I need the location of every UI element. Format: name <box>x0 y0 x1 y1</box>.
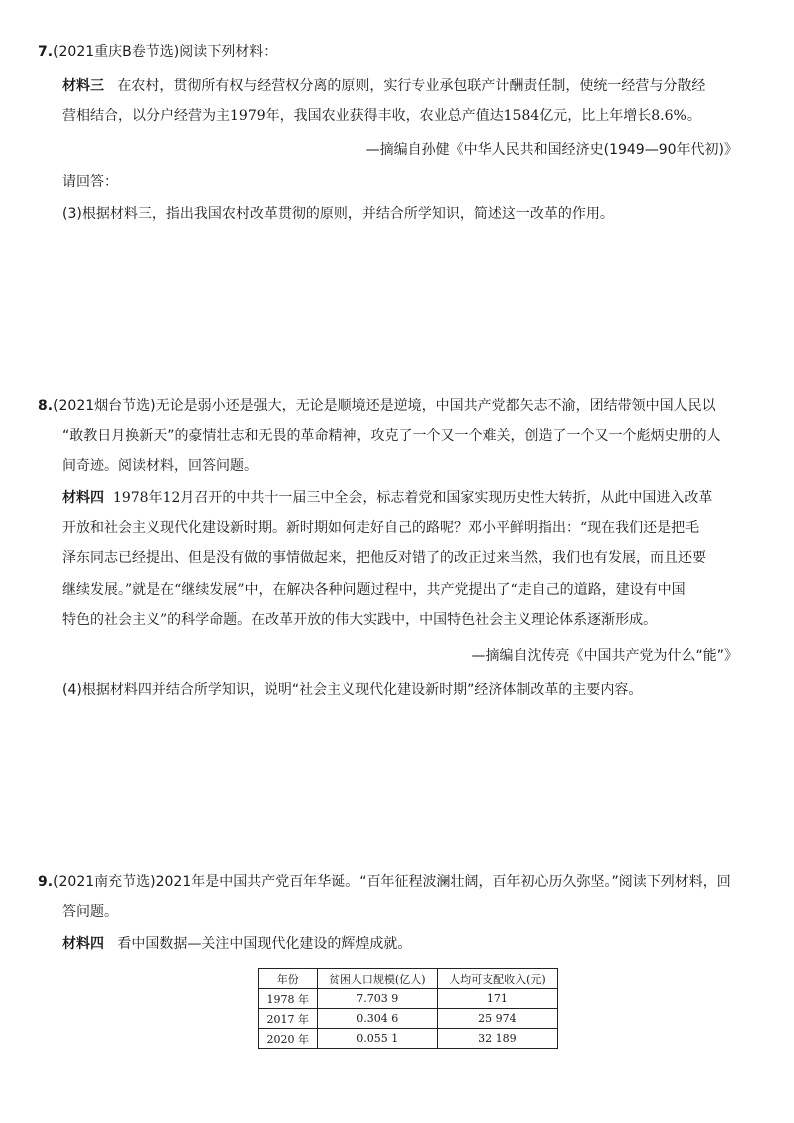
table-cell-income: 171 <box>437 989 557 1009</box>
question-7-header <box>38 42 277 62</box>
question-9-text-1: (2021南充节选)2021年是中国共产党百年华诞。“百年征程波澜壮阔，百年初心历久弥坚。”阅读下列材料，回 <box>53 874 731 890</box>
question-7-prefix: (2021重庆B卷节选)阅读下列材料： <box>53 44 278 60</box>
answer-prompt: 请回答： <box>62 174 118 190</box>
question-9-line-2: 答问题。 <box>62 904 118 920</box>
table-cell-poverty: 0.304 6 <box>317 1009 437 1029</box>
question-7-number: 7. <box>38 44 54 60</box>
material-9-line <box>62 934 411 954</box>
question-9-number: 9. <box>38 874 54 890</box>
material-4-line-2: 开放和社会主义现代化建设新时期。新时期如何走好自己的路呢？邓小平鲜明指出：“现在我们还是把毛 <box>62 520 700 536</box>
question-9-line-1 <box>38 872 731 892</box>
material-9-label: 材料四 <box>62 936 104 952</box>
table-row <box>259 1009 558 1029</box>
table-cell-poverty: 0.055 1 <box>317 1029 437 1049</box>
table-cell-income: 32 189 <box>437 1029 557 1049</box>
material-4-source: —摘编自沈传亮《中国共产党为什么“能”》 <box>471 648 738 664</box>
table-cell-year: 2017 年 <box>259 1009 318 1029</box>
material-4-line-4: 继续发展。”就是在“继续发展”中，在解决各种问题过程中，共产党提出了“走自己的道路，建设有中国 <box>62 582 686 598</box>
table-cell-poverty: 7.703 9 <box>317 989 437 1009</box>
table-header-year: 年份 <box>259 969 318 989</box>
table-cell-year: 1978 年 <box>259 989 318 1009</box>
material-9-text: 看中国数据—关注中国现代化建设的辉煌成就。 <box>117 936 412 952</box>
material-4-label: 材料四 <box>62 490 104 506</box>
material-3-label: 材料三 <box>62 78 104 94</box>
table-header-row <box>259 969 558 989</box>
table-cell-income: 25 974 <box>437 1009 557 1029</box>
question-8-line-2: “敢教日月换新天”的豪情壮志和无畏的革命精神，攻克了一个又一个难关，创造了一个又一个彪炳史册的人 <box>62 428 721 444</box>
question-8-text-1: (2021烟台节选)无论是弱小还是强大，无论是顺境还是逆境，中国共产党都矢志不渝，团结带领中国人民以 <box>53 398 716 414</box>
material-4-line-1 <box>62 488 712 508</box>
table-header-income: 人均可支配收入(元) <box>437 969 557 989</box>
material-3-source: —摘编自孙健《中华人民共和国经济史(1949—90年代初)》 <box>365 142 738 158</box>
material-3-text-1: 在农村，贯彻所有权与经营权分离的原则，实行专业承包联产计酬责任制，使统一经营与分散经 <box>117 78 706 94</box>
material-3-line-2: 营相结合，以分户经营为主1979年，我国农业获得丰收，农业总产值达1584亿元，比上年增长8.6%。 <box>62 108 701 124</box>
table-cell-year: 2020 年 <box>259 1029 318 1049</box>
material-4-line-3: 泽东同志已经提出、但是没有做的事情做起来，把他反对错了的改正过来当然，我们也有发展，而且还要 <box>62 550 706 566</box>
material-3-line-1 <box>62 76 742 96</box>
question-8-number: 8. <box>38 398 54 414</box>
table-row <box>259 1029 558 1049</box>
question-8-line-3: 间奇迹。阅读材料，回答问题。 <box>62 458 258 474</box>
question-8-subquestion: (4)根据材料四并结合所学知识，说明“社会主义现代化建设新时期”经济体制改革的主要内容。 <box>62 682 643 698</box>
material-4-text-1: 1978年12月召开的中共十一届三中全会，标志着党和国家实现历史性大转折，从此中国进入改革 <box>112 490 713 506</box>
china-data-table <box>258 968 558 1049</box>
question-8-line-1 <box>38 396 716 416</box>
table-row <box>259 989 558 1009</box>
material-4-line-5: 特色的社会主义”的科学命题。在改革开放的伟大实践中，中国特色社会主义理论体系逐渐形成。 <box>62 612 658 628</box>
question-7-subquestion: (3)根据材料三，指出我国农村改革贯彻的原则，并结合所学知识，简述这一改革的作用。 <box>62 206 614 222</box>
table-header-poverty: 贫困人口规模(亿人) <box>317 969 437 989</box>
